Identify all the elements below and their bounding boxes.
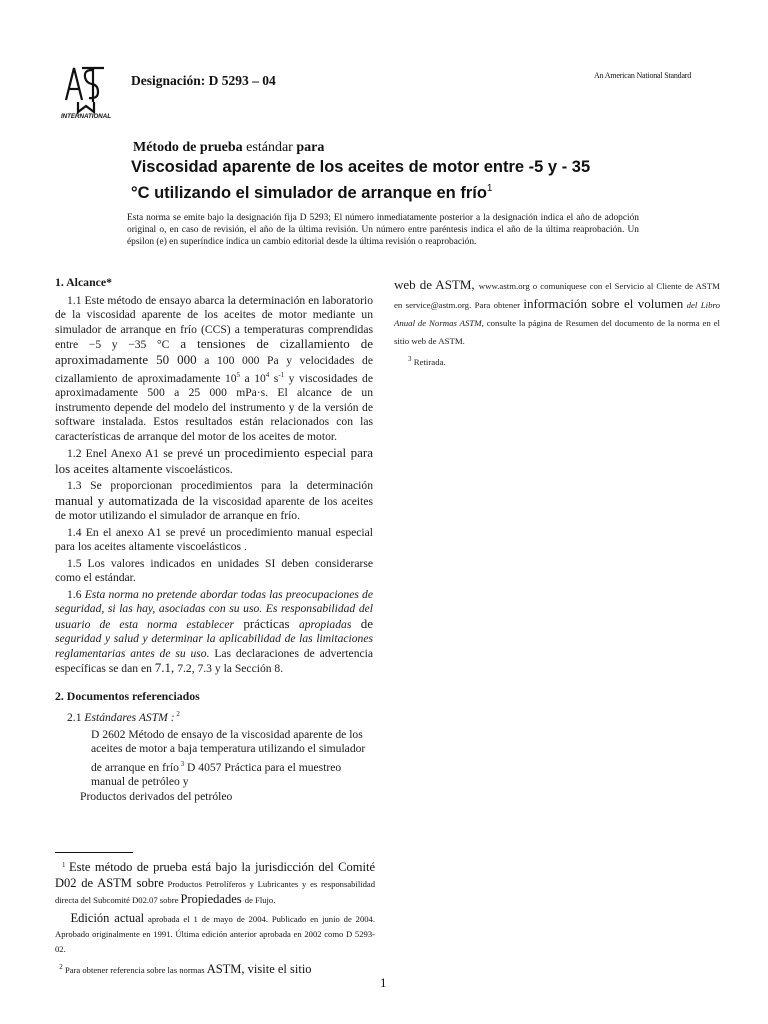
para-1-2: 1.2 Enel Anexo A1 se prevé un procedimiento especial para los aceites altamente viscoelásticos. [55, 445, 373, 476]
issuance-notice: Esta norma se emite bajo la designación fija D 5293; El número inmediatamente posterior a la designación indica el año de adopción original o, en caso de revisión, el año de la última revisión. Un número entre paréntesis indica el año de la última reaprobación. Un épsilon (e) en superíndice indica un cambio editorial desde la última revisión o reaprobación. [127, 213, 639, 247]
method-normal: estándar [242, 140, 297, 155]
footnote-edition: Edición actual aprobada el 1 de mayo de 2004. Publicado en junio de 2004. Aprobado originalmente en 1991. Última edición anterior aprobada en 2002 como D 5293-02. [55, 910, 375, 954]
para-1-1: 1.1 Este método de ensayo abarca la determinación en laboratorio de la viscosidad aparente de los aceites de motor mediante un simulador de arranque en frío (CCS) a temperaturas comprendidas entre −5 y −35 °C a tensiones de cizallamiento de aproximadamente 50 000 a 100 000 Pa y velocidades de cizallamiento de aproximadamente $10^5$ a $10^4$ $s^{-1}$ y viscosidades de aproximadamente 500 a 25 000 mPa·s. El alcance de un instrumento depende del modelo del instrumento y de la versión de software instalada. Estos resultados están relacionados con las características de arranque del motor de los aceites de motor. [55, 293, 373, 443]
method-bold: Método de prueba [133, 140, 243, 155]
reference-products: Productos derivados del petróleo [80, 789, 233, 803]
designation: Designación: D 5293 – 04 [131, 73, 276, 88]
para-1-5: 1.5 Los valores indicados en unidades SI deben considerarse como el estándar. [55, 556, 373, 585]
document-title [131, 156, 601, 204]
logo-sub: INTERNATIONAL [60, 113, 112, 120]
method-bold2: para [296, 140, 325, 155]
para-1-3: 1.3 Se proporcionan procedimientos para la determinación manual y automatizada de la viscosidad aparente de los aceites de motor utilizando el simulador de arranque en frío. [55, 479, 373, 523]
right-para-1: web de ASTM, www.astm.org o comuníquese con el Servicio al Cliente de ASTM en service@astm.org. Para obtener información sobre el volumen del Libro Anual de Normas ASTM, consulte la página de Resumen del documento de la norma en el sitio web de ASTM. [394, 277, 720, 346]
footnote-1: $^1$ Este método de prueba está bajo la jurisdicción del Comité D02 de ASTM sobre Productos Petrolíferos y Lubricantes y es responsabilidad directa del Subcomité D02.07 sobre Propiedades de Flujo. [55, 859, 375, 906]
para-1-6: 1.6 Esta norma no pretende abordar todas las preocupaciones de seguridad, si las hay, asociadas con su uso. Es responsabilidad del usuario de esta norma establecer prácticas apropiadas de seguridad y salud y determinar la aplicabilidad de las limitaciones reglamentarias antes de su uso. Las declaraciones de advertencia específicas se dan en 7.1, 7.2, 7.3 y la Sección 8. [55, 587, 373, 676]
american-national-standard: An American National Standard [594, 71, 692, 80]
reference-d2602: D 2602 Método de ensayo de la viscosidad aparente de los aceites de motor a baja temperatura utilizando el simulador de arranque en frío $^3$ D 4057 Práctica para el muestreo manual de petróleo y [91, 727, 366, 789]
footnotes [55, 858, 375, 981]
left-column [55, 275, 373, 804]
para-1-4: 1.4 En el anexo A1 se prevé un procedimiento manual especial para los aceites altamente viscoelásticos . [55, 525, 373, 554]
section-1-heading: 1. Alcance* [55, 275, 113, 289]
method-line [133, 140, 324, 156]
footnote-3: $^3$ Retirada. [408, 355, 446, 367]
footnote-divider [55, 852, 133, 853]
para-2-1: 2.1 Estándares ASTM : $^2$ [67, 710, 180, 725]
right-column [394, 276, 720, 369]
title-text: Viscosidad aparente de los aceites de motor entre -5 y - 35 °C utilizando el simulador de arranque en frío [131, 158, 591, 202]
page-number: 1 [380, 975, 387, 990]
title-footnote-mark: 1 [486, 183, 493, 194]
footnote-2: $^2$ Para obtener referencia sobre las normas ASTM, visite el sitio [59, 961, 312, 976]
section-2-heading: 2. Documentos referenciados [55, 688, 200, 703]
astm-logo-icon [58, 62, 114, 120]
